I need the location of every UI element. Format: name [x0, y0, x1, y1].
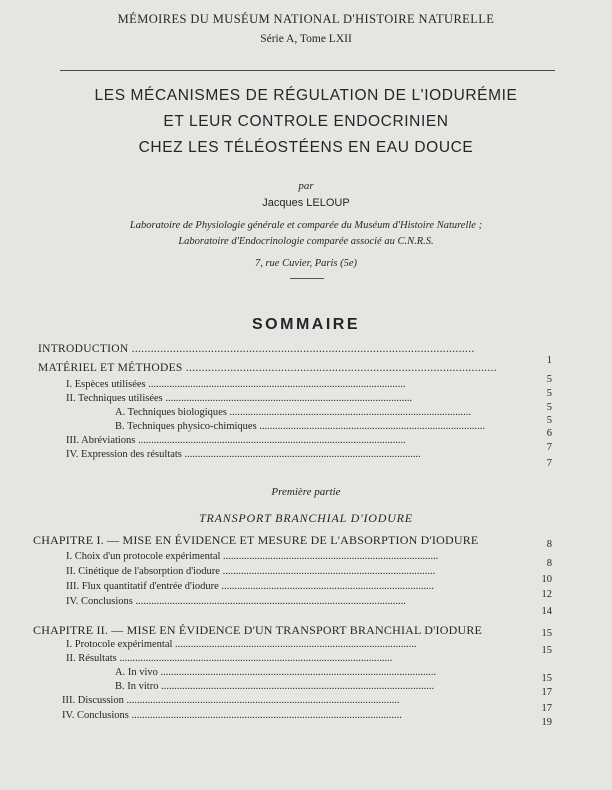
toc-page: 5 [546, 415, 552, 426]
toc-page: 8 [546, 558, 552, 569]
toc-page: 17 [541, 703, 552, 714]
header-rule [60, 70, 555, 71]
toc-page: 7 [546, 442, 552, 453]
toc-entry: II. Résultats ........................................................................................................ [66, 653, 393, 664]
toc-page: 17 [541, 687, 552, 698]
toc-page: 1 [546, 355, 552, 366]
title-line-1: LES MÉCANISMES DE RÉGULATION DE L'IODURÉMIE [94, 87, 518, 104]
toc-page: 12 [541, 589, 552, 600]
toc-entry: A. In vivo ......................................................................................................... [115, 667, 437, 678]
toc-page: 6 [546, 428, 552, 439]
toc-entry: I. Choix d'un protocole expérimental .................................................................................. [66, 551, 439, 562]
journal-header: MÉMOIRES DU MUSÉUM NATIONAL D'HISTOIRE NATURELLE [117, 12, 495, 26]
part-label: Première partie [271, 486, 341, 498]
toc-page: 7 [546, 458, 552, 469]
toc-page: 5 [546, 374, 552, 385]
chapter-heading: CHAPITRE II. — MISE EN ÉVIDENCE D'UN TRANSPORT BRANCHIAL D'IODURE [33, 623, 483, 637]
toc-entry: MATÉRIEL ET MÉTHODES .................................................................................................. [38, 362, 497, 374]
address: 7, rue Cuvier, Paris (5e) [254, 258, 358, 269]
byline-rule [290, 278, 324, 279]
author-name: Jacques LELOUP [262, 197, 350, 209]
toc-page: 14 [541, 606, 552, 617]
sommaire-heading: SOMMAIRE [252, 316, 360, 333]
toc-entry: I. Espèces utilisées .................................................................................................. [66, 379, 406, 390]
toc-page: 10 [541, 574, 552, 585]
toc-entry: II. Techniques utilisées .............................................................................................. [66, 393, 413, 404]
toc-entry: III. Discussion ........................................................................................................ [62, 695, 400, 706]
toc-entry: III. Abréviations ...................................................................................................... [66, 435, 406, 446]
toc-entry: IV. Conclusions ....................................................................................................... [66, 596, 406, 607]
toc-entry: B. In vitro ........................................................................................................ [115, 681, 435, 692]
toc-entry: B. Techniques physico-chimiques ...................................................................................... [115, 421, 486, 432]
affiliation-2: Laboratoire d'Endocrinologie comparée associé au C.N.R.S. [178, 236, 434, 247]
toc-entry: IV. Expression des résultats .......................................................................................... [66, 449, 421, 460]
toc-page: 15 [541, 628, 552, 639]
part-title: TRANSPORT BRANCHIAL D'IODURE [199, 511, 413, 525]
toc-entry: I. Protocole expérimental ............................................................................................ [66, 639, 417, 650]
toc-page: 5 [546, 388, 552, 399]
toc-entry: II. Cinétique de l'absorption d'iodure ................................................................................. [66, 566, 436, 577]
toc-page: 15 [541, 673, 552, 684]
toc-page: 8 [546, 539, 552, 550]
chapter-heading: CHAPITRE I. — MISE EN ÉVIDENCE ET MESURE DE L'ABSORPTION D'IODURE [33, 533, 479, 547]
toc-page: 5 [546, 402, 552, 413]
title-line-3: CHEZ LES TÉLÉOSTÉENS EN EAU DOUCE [138, 139, 474, 156]
series-label: Série A, Tome LXII [260, 33, 352, 45]
toc-entry: IV. Conclusions ....................................................................................................... [62, 710, 402, 721]
toc-page: 19 [541, 717, 552, 728]
toc-entry: INTRODUCTION ............................................................................................................ [38, 343, 475, 355]
toc-page: 15 [541, 645, 552, 656]
toc-entry: III. Flux quantitatif d'entrée d'iodure ................................................................................. [66, 581, 435, 592]
byline-par: par [298, 180, 314, 192]
affiliation-1: Laboratoire de Physiologie générale et comparée du Muséum d'Histoire Naturelle ; [129, 220, 483, 231]
title-line-2: ET LEUR CONTROLE ENDOCRINIEN [163, 113, 449, 130]
toc-entry: A. Techniques biologiques ............................................................................................ [115, 407, 472, 418]
